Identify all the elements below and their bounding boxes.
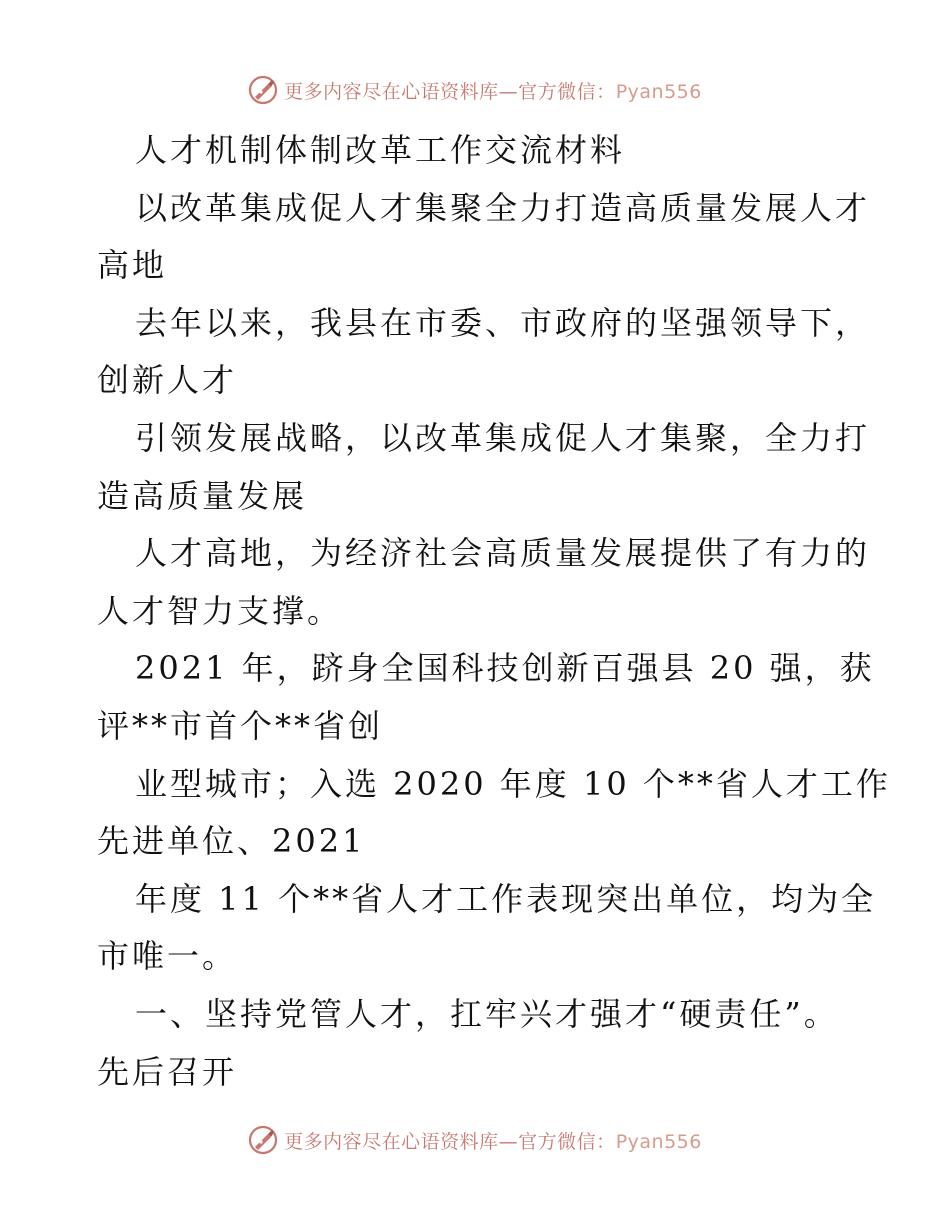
watermark-separator: — xyxy=(498,80,519,103)
watermark-separator: — xyxy=(498,1130,519,1153)
watermark-site-text: 更多内容尽在心语资料库 xyxy=(284,1130,499,1153)
paragraph-line: 创新人才 xyxy=(97,361,238,400)
watermark-text xyxy=(284,1127,702,1154)
watermark-contact-handle: Pyan556 xyxy=(615,1130,702,1153)
watermark-banner-top xyxy=(0,70,950,110)
watermark-contact-label: 官方微信： xyxy=(518,80,616,103)
watermark-banner-bottom xyxy=(0,1120,950,1160)
paragraph-line: 去年以来，我县在市委、市政府的坚强领导下， xyxy=(135,303,871,342)
watermark-contact-label: 官方微信： xyxy=(518,1130,616,1153)
watermark-text xyxy=(284,77,702,104)
paragraph-line: 市唯一。 xyxy=(97,937,238,976)
paragraph-line: 造高质量发展 xyxy=(97,476,308,515)
paragraph-line: 人才智力支撑。 xyxy=(97,591,343,630)
section-heading-line: 一、坚持党管人才，扛牢兴才强才“硬责任”。 xyxy=(135,994,839,1033)
paragraph-line: 业型城市；入选 2020 年度 10 个**省人才工作 xyxy=(135,764,891,803)
paragraph-line: 人才高地，为经济社会高质量发展提供了有力的 xyxy=(135,534,871,573)
quill-pen-logo-icon xyxy=(248,1125,278,1155)
paragraph-line: 引领发展战略，以改革集成促人才集聚，全力打 xyxy=(135,418,871,457)
document-body xyxy=(97,122,891,1101)
paragraph-line: 年度 11 个**省人才工作表现突出单位，均为全 xyxy=(135,879,877,918)
paragraph-line: 先后召开 xyxy=(97,1052,238,1091)
document-subtitle-line-1: 以改革集成促人才集聚全力打造高质量发展人才 xyxy=(135,188,871,227)
paragraph-line: 2021 年，跻身全国科技创新百强县 20 强，获 xyxy=(135,649,875,688)
quill-pen-logo-icon xyxy=(248,75,278,105)
paragraph-line: 先进单位、2021 xyxy=(97,822,366,861)
document-title: 人才机制体制改革工作交流材料 xyxy=(135,131,626,169)
watermark-site-text: 更多内容尽在心语资料库 xyxy=(284,80,499,103)
paragraph-line: 评**市首个**省创 xyxy=(97,706,384,745)
watermark-contact-handle: Pyan556 xyxy=(615,80,702,103)
document-subtitle-line-2: 高地 xyxy=(97,246,168,285)
